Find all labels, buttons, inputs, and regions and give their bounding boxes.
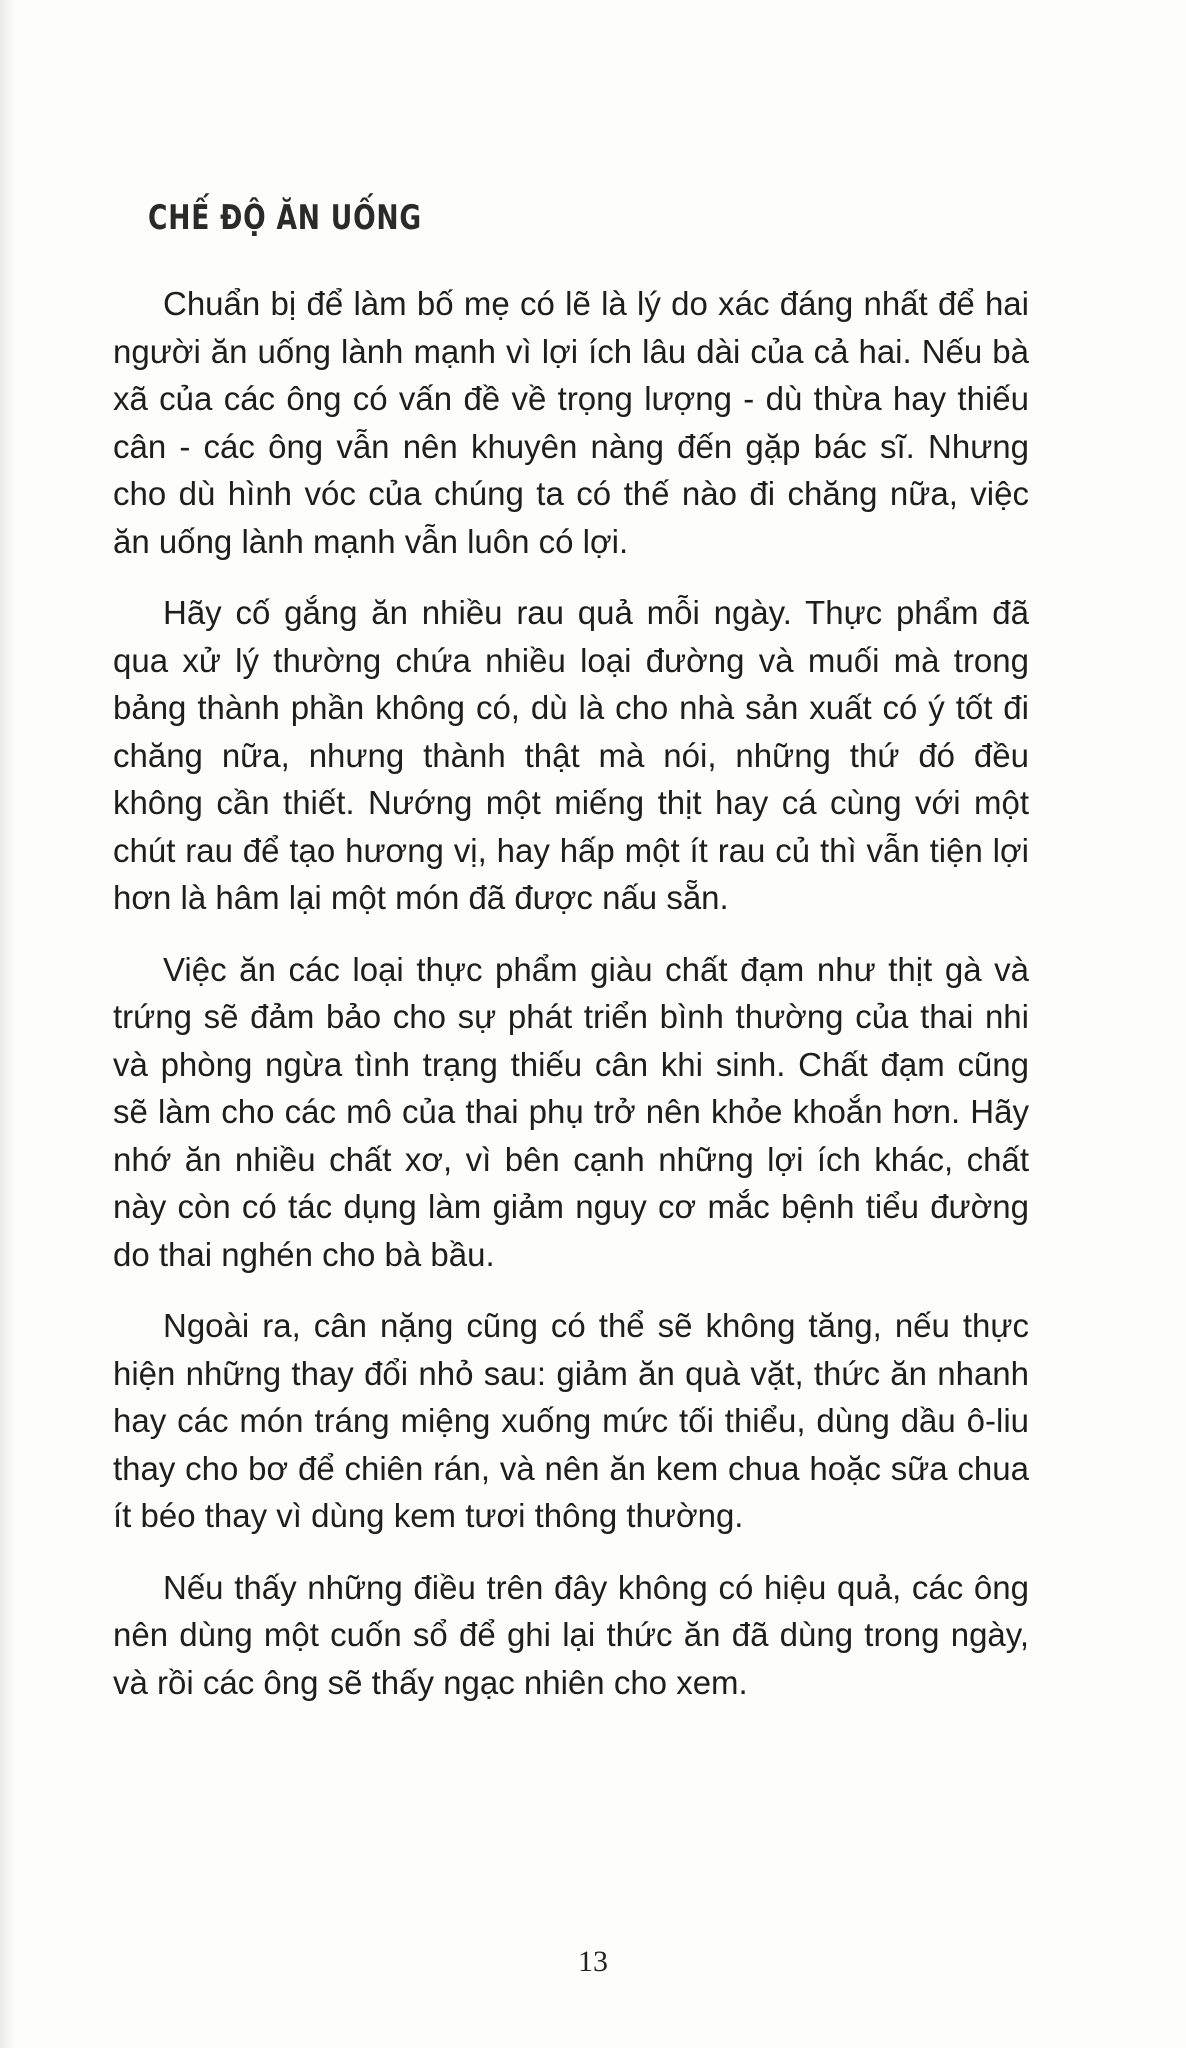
paragraph-2: Hãy cố gắng ăn nhiều rau quả mỗi ngày. Thực phẩm đã qua xử lý thường chứa nhiều loại đường và muối mà trong bảng thành phần không có, dù là cho nhà sản xuất có ý tốt đi chăng nữa, nhưng thành thật mà nói, những thứ đó đều không cần thiết. Nướng một miếng thịt hay cá cùng với một chút rau để tạo hương vị, hay hấp một ít rau củ thì vẫn tiện lợi hơn là hâm lại một món đã được nấu sẵn. bbox=[113, 594, 1029, 916]
section-heading: CHẾ ĐỘ ĂN UỐNG bbox=[148, 198, 422, 238]
page-edge-shadow bbox=[0, 0, 14, 2048]
paragraph-3: Việc ăn các loại thực phẩm giàu chất đạm như thịt gà và trứng sẽ đảm bảo cho sự phát triển bình thường của thai nhi và phòng ngừa tình trạng thiếu cân khi sinh. Chất đạm cũng sẽ làm cho các mô của thai phụ trở nên khỏe khoắn hơn. Hãy nhớ ăn nhiều chất xơ, vì bên cạnh những lợi ích khác, chất này còn có tác dụng làm giảm nguy cơ mắc bệnh tiểu đường do thai nghén cho bà bầu. bbox=[113, 950, 1029, 1273]
paragraph-4: Ngoài ra, cân nặng cũng có thể sẽ không tăng, nếu thực hiện những thay đổi nhỏ sau: giảm ăn quà vặt, thức ăn nhanh hay các món tráng miệng xuống mức tối thiểu, dùng dầu ô-liu thay cho bơ để chiên rán, và nên ăn kem chua hoặc sữa chua ít béo thay vì dùng kem tươi thông thường. bbox=[113, 1307, 1029, 1534]
paragraph-1: Chuẩn bị để làm bố mẹ có lẽ là lý do xác đáng nhất để hai người ăn uống lành mạnh vì lợi ích lâu dài của cả hai. Nếu bà xã của các ông có vấn đề về trọng lượng - dù thừa hay thiếu cân - các ông vẫn nên khuyên nàng đến gặp bác sĩ. Nhưng cho dù hình vóc của chúng ta có thế nào đi chăng nữa, việc ăn uống lành mạnh vẫn luôn có lợi. bbox=[113, 285, 1029, 560]
paragraph-5: Nếu thấy những điều trên đây không có hiệu quả, các ông nên dùng một cuốn sổ để ghi lại thức ăn đã dùng trong ngày, và rồi các ông sẽ thấy ngạc nhiên cho xem. bbox=[113, 1568, 1029, 1701]
page-number: 13 bbox=[578, 1945, 608, 1978]
body-text bbox=[113, 280, 1029, 1730]
